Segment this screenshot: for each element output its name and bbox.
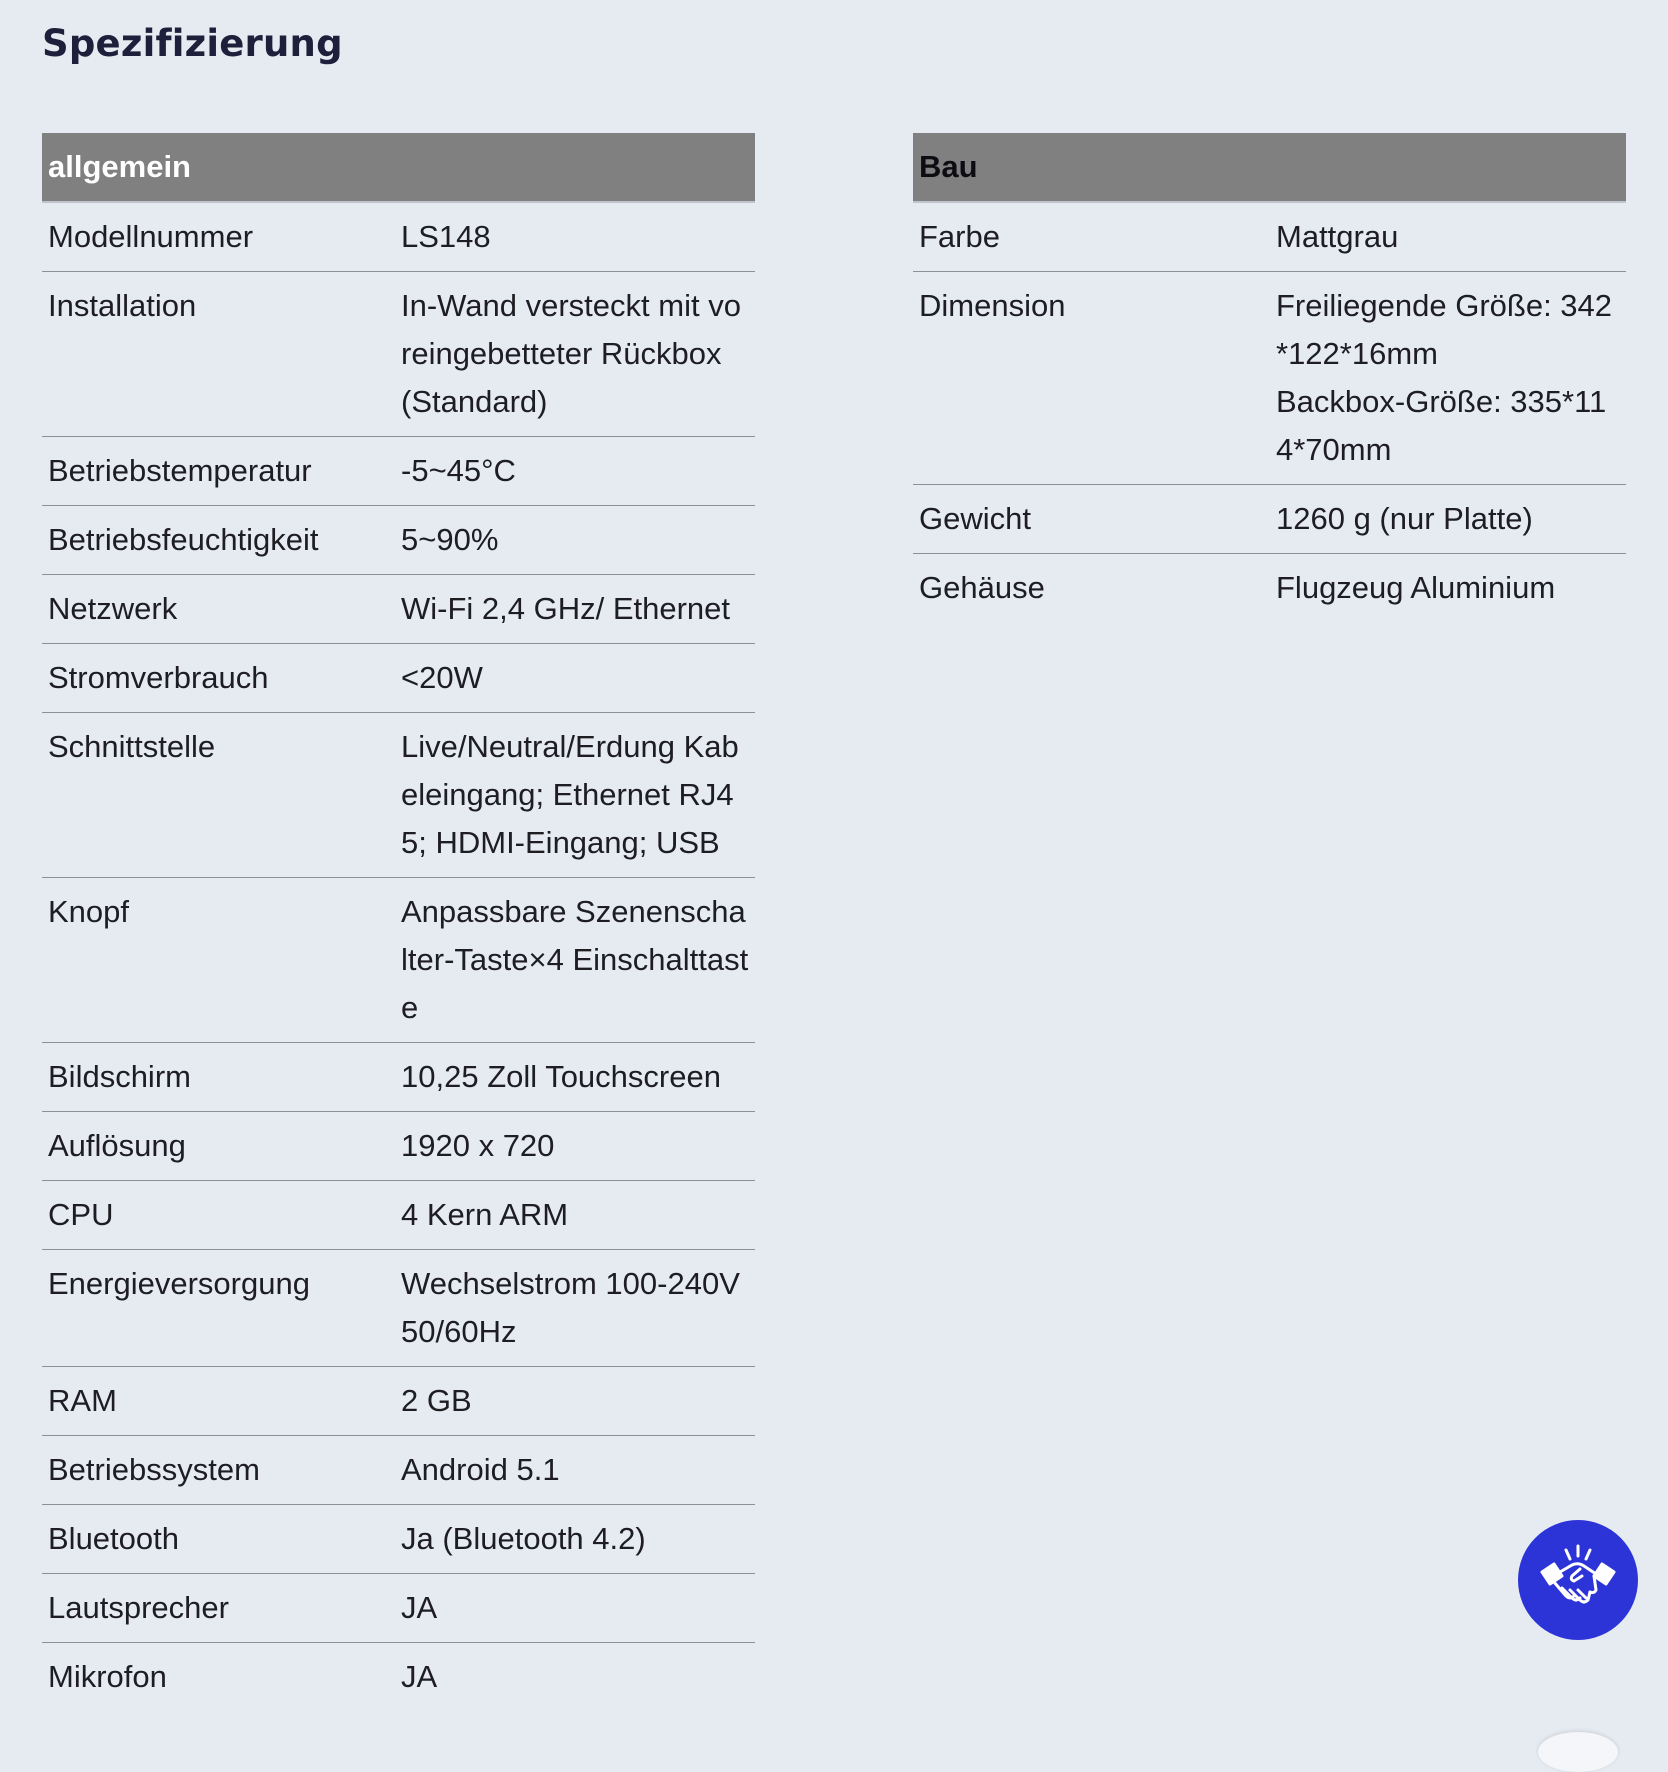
spec-label: Auflösung xyxy=(42,1112,395,1181)
spec-value: Wechselstrom 100-240V 50/60Hz xyxy=(395,1250,755,1367)
table-row xyxy=(913,202,1626,272)
construction-spec-table xyxy=(913,133,1626,622)
spec-label: Installation xyxy=(42,272,395,437)
spec-label: Farbe xyxy=(913,202,1270,272)
table-row xyxy=(42,272,755,437)
table-row xyxy=(42,878,755,1043)
spec-label: Gewicht xyxy=(913,485,1270,554)
spec-value: 2 GB xyxy=(395,1367,755,1436)
spec-label: Energieversorgung xyxy=(42,1250,395,1367)
spec-value: <20W xyxy=(395,644,755,713)
spec-value: 4 Kern ARM xyxy=(395,1181,755,1250)
table-row xyxy=(42,1643,755,1712)
spec-value: JA xyxy=(395,1574,755,1643)
spec-value: 10,25 Zoll Touchscreen xyxy=(395,1043,755,1112)
table-row xyxy=(913,485,1626,554)
spec-value: Wi-Fi 2,4 GHz/ Ethernet xyxy=(395,575,755,644)
table-row xyxy=(42,1505,755,1574)
table-row xyxy=(42,713,755,878)
table-row xyxy=(913,272,1626,485)
table-header-row xyxy=(42,133,755,202)
table-row xyxy=(42,1436,755,1505)
spec-value xyxy=(1270,272,1626,485)
spec-value: Live/Neutral/Erdung Kabeleingang; Ethernet RJ45; HDMI-Eingang; USB xyxy=(395,713,755,878)
table-row xyxy=(42,575,755,644)
spec-label: Gehäuse xyxy=(919,570,1045,605)
table-header-row xyxy=(913,133,1626,202)
spec-value: Ja (Bluetooth 4.2) xyxy=(395,1505,755,1574)
spec-label: Bildschirm xyxy=(42,1043,395,1112)
table-row xyxy=(42,644,755,713)
handshake-icon xyxy=(1536,1538,1620,1622)
spec-value: 1920 x 720 xyxy=(395,1112,755,1181)
spec-label: Modellnummer xyxy=(42,202,395,272)
spec-label: Stromverbrauch xyxy=(42,644,395,713)
spec-label: Bluetooth xyxy=(42,1505,395,1574)
spec-label: Mikrofon xyxy=(48,1659,167,1694)
spec-value: Flugzeug Aluminium xyxy=(1276,570,1556,605)
spec-value: Anpassbare Szenenschalter-Taste×4 Einschalttaste xyxy=(395,878,755,1043)
spec-value: 1260 g (nur Platte) xyxy=(1270,485,1626,554)
exposed-size-value: Freiliegende Größe: 342*122*16mm xyxy=(1276,288,1613,371)
general-section-header: allgemein xyxy=(42,133,755,202)
table-row xyxy=(42,1043,755,1112)
page-title: Spezifizierung xyxy=(42,22,343,65)
spec-value: LS148 xyxy=(395,202,755,272)
table-row xyxy=(42,1574,755,1643)
table-row xyxy=(913,554,1626,623)
construction-section-header: Bau xyxy=(913,133,1626,202)
general-spec-table xyxy=(42,133,755,1711)
spec-label: Netzwerk xyxy=(42,575,395,644)
scroll-top-button[interactable] xyxy=(1538,1732,1618,1772)
table-row xyxy=(42,202,755,272)
spec-label: Knopf xyxy=(42,878,395,1043)
table-row xyxy=(42,437,755,506)
spec-label: RAM xyxy=(42,1367,395,1436)
spec-label: CPU xyxy=(42,1181,395,1250)
table-row xyxy=(42,1112,755,1181)
spec-value: Android 5.1 xyxy=(395,1436,755,1505)
spec-label: Lautsprecher xyxy=(42,1574,395,1643)
chat-button[interactable] xyxy=(1518,1520,1638,1640)
table-row xyxy=(42,506,755,575)
spec-value: Mattgrau xyxy=(1270,202,1626,272)
table-row xyxy=(42,1181,755,1250)
spec-label: Dimension xyxy=(913,272,1270,485)
spec-value: -5~45°C xyxy=(395,437,755,506)
backbox-size-value: Backbox-Größe: 335*114*70mm xyxy=(1276,384,1607,467)
spec-label: Betriebssystem xyxy=(42,1436,395,1505)
spec-label: Schnittstelle xyxy=(42,713,395,878)
spec-value: 5~90% xyxy=(395,506,755,575)
spec-value: In-Wand versteckt mit voreingebetteter Rückbox (Standard) xyxy=(395,272,755,437)
spec-label: Betriebstemperatur xyxy=(42,437,395,506)
table-row xyxy=(42,1367,755,1436)
spec-label: Betriebsfeuchtigkeit xyxy=(42,506,395,575)
table-row xyxy=(42,1250,755,1367)
spec-value: JA xyxy=(401,1659,438,1694)
